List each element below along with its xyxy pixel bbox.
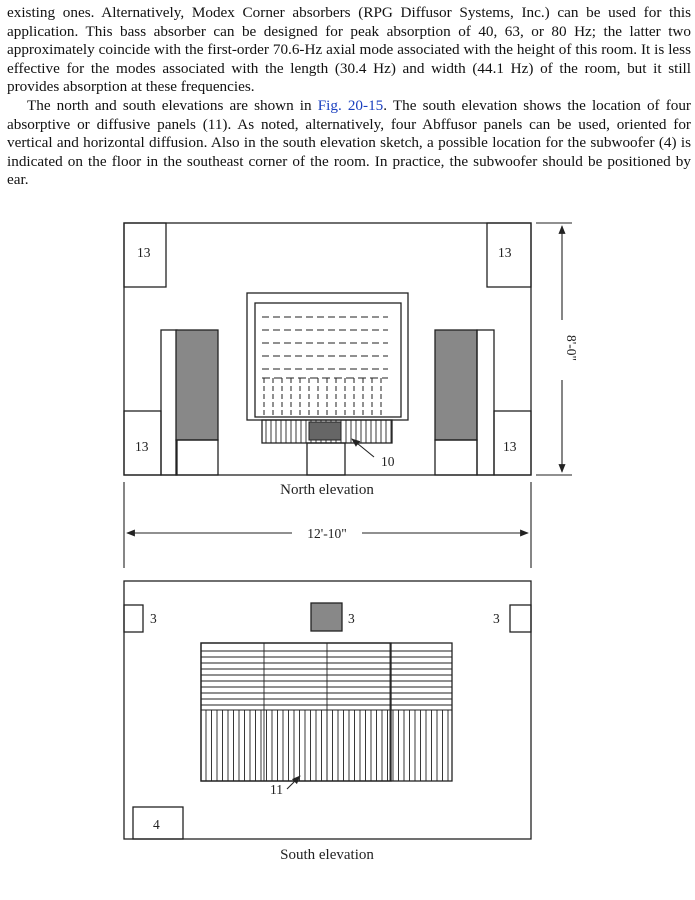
diffusor-dashes (262, 317, 388, 369)
label-13-bottom-left: 13 (135, 439, 149, 454)
right-speaker-back (477, 330, 494, 475)
label-3-center: 3 (348, 611, 355, 626)
side-item-right (510, 605, 531, 632)
label-3-left: 3 (150, 611, 157, 626)
right-speaker-stand (435, 440, 477, 475)
label-4: 4 (153, 817, 160, 832)
absorptive-panels-outline (201, 643, 391, 781)
label-13-top-right: 13 (498, 245, 512, 260)
south-elevation-caption: South elevation (280, 847, 374, 863)
diffusor-verticals-dashed (262, 378, 388, 418)
label-11: 11 (270, 782, 283, 797)
left-speaker-back (161, 330, 177, 475)
figure-link[interactable]: Fig. 20-15 (317, 96, 384, 114)
center-panel-inner (255, 303, 401, 417)
panel-vertical-slats (201, 710, 452, 781)
label-13-top-left: 13 (137, 245, 151, 260)
width-dimension-label: 12'-10" (307, 526, 347, 541)
north-elevation-caption: North elevation (280, 482, 374, 498)
left-speaker-stand (176, 440, 218, 475)
label-13-bottom-right: 13 (503, 439, 517, 454)
paragraph-2-start: The north and south elevations are shown in (27, 96, 318, 114)
leader-11 (287, 776, 300, 789)
label-3-right: 3 (493, 611, 500, 626)
side-item-left (124, 605, 143, 632)
center-equipment-stand (307, 443, 345, 475)
center-ceiling-item (311, 603, 342, 631)
label-10: 10 (381, 454, 395, 469)
height-dimension-label: 8'-0" (564, 335, 579, 361)
center-equipment-grille (309, 422, 341, 440)
right-speaker (435, 330, 477, 440)
paragraph-1: existing ones. Alternatively, Modex Corner absorbers (RPG Diffusor Systems, Inc.) can be used for this application. This bass absorber can be designed for peak absorption of 40, 63, or 80 Hz; the latter two approximately coincide with the first-order 70.6-Hz axial mode associated with the height of this room. It is less effective for the modes associated with the length (30.4 Hz) and width (44.1 Hz) of the room, but it still provides absorption at these frequencies. (7, 4, 691, 96)
left-speaker (176, 330, 218, 440)
paragraph-2-end: . The south elevation shows the location of four absorptive or diffusive panels (11). As noted, alternatively, four Abffusor panels can be used, oriented for vertical and horizontal diffusion. Also in the south elevation sketch, a possible location for the subwoofer (4) is indicated on the floor in the southeast corner of the room. In practice, the subwoofer should be positioned by ear. (7, 96, 691, 189)
